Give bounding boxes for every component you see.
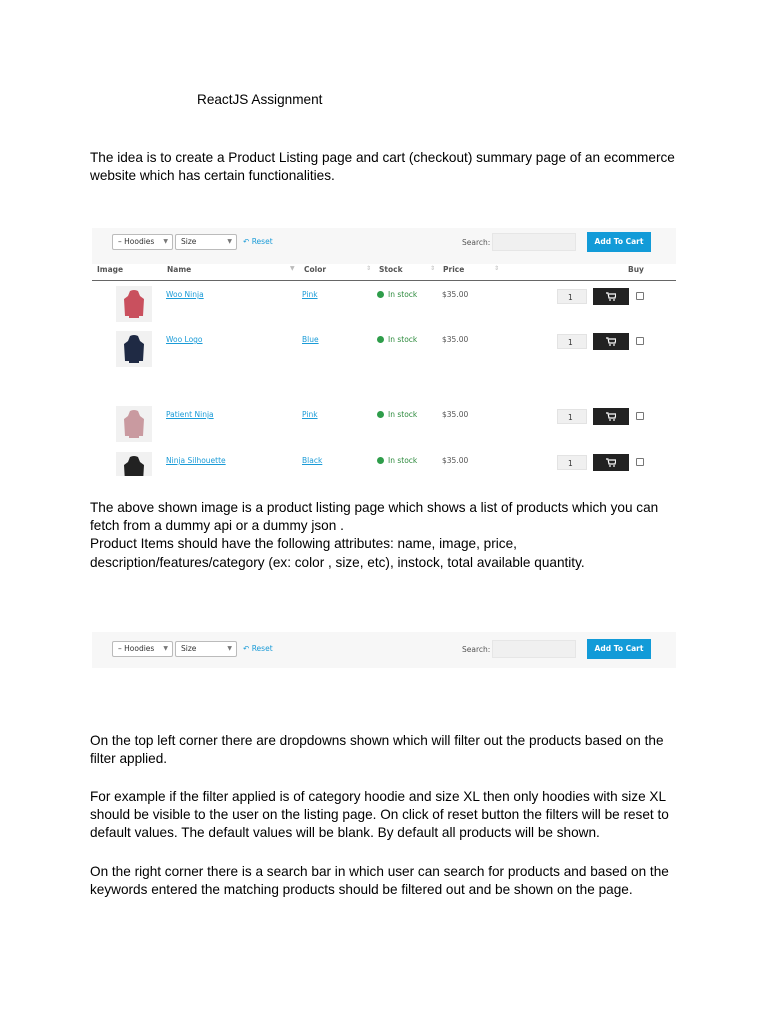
add-to-cart-icon-button[interactable]: [593, 408, 629, 425]
quantity-input[interactable]: 1: [557, 455, 587, 470]
hoodie-shape: [124, 456, 144, 476]
buy-checkbox[interactable]: [636, 337, 644, 345]
category-value: – Hoodies: [118, 237, 155, 246]
size-dropdown[interactable]: [175, 234, 237, 250]
undo-icon: ↶: [243, 644, 250, 653]
table-row: [112, 329, 676, 375]
product-name-link[interactable]: Ninja Silhouette: [166, 456, 226, 465]
stock-status: [377, 335, 417, 344]
stock-label: In stock: [388, 410, 418, 419]
product-image[interactable]: [116, 286, 152, 322]
search-input[interactable]: [492, 640, 576, 658]
cart-icon: [606, 292, 616, 301]
sort-icon[interactable]: ⇕: [430, 265, 436, 272]
in-stock-icon: [377, 457, 384, 464]
product-color-link[interactable]: Pink: [302, 290, 318, 299]
add-to-cart-icon-button[interactable]: [593, 333, 629, 350]
stock-label: In stock: [388, 290, 418, 299]
buy-checkbox[interactable]: [636, 458, 644, 466]
add-to-cart-button[interactable]: Add To Cart: [587, 639, 651, 659]
add-to-cart-icon-button[interactable]: [593, 454, 629, 471]
table-row: [112, 284, 676, 330]
in-stock-icon: [377, 291, 384, 298]
crop-gap: [92, 375, 676, 399]
header-color[interactable]: Color: [304, 265, 327, 274]
cart-icon: [606, 458, 616, 467]
product-image[interactable]: [116, 331, 152, 367]
hoodie-icon: [122, 334, 146, 364]
category-dropdown[interactable]: [112, 234, 173, 250]
hoodie-shape: [124, 410, 144, 438]
toolbar-screenshot: [92, 632, 676, 670]
product-listing-screenshot: [92, 228, 676, 476]
product-color-link[interactable]: Black: [302, 456, 323, 465]
document-title: ReactJS Assignment: [197, 92, 323, 107]
product-price: $35.00: [442, 335, 469, 344]
header-price[interactable]: Price: [443, 265, 465, 274]
stock-status: [377, 290, 417, 299]
hoodie-icon: [122, 455, 146, 476]
product-price: $35.00: [442, 410, 469, 419]
size-value: Size: [181, 237, 197, 246]
product-image[interactable]: [116, 406, 152, 442]
product-price: $35.00: [442, 456, 469, 465]
reset-button[interactable]: [243, 644, 273, 653]
stock-status: [377, 456, 417, 465]
header-name[interactable]: Name: [167, 265, 192, 274]
in-stock-icon: [377, 336, 384, 343]
intro-paragraph: The idea is to create a Product Listing page and cart (checkout) summary page of an ecommerce website which has certain functionalities.: [90, 150, 675, 184]
sort-desc-icon[interactable]: ▼: [290, 265, 295, 272]
quantity-input[interactable]: 1: [557, 289, 587, 304]
stock-label: In stock: [388, 456, 418, 465]
in-stock-icon: [377, 411, 384, 418]
header-divider: [92, 280, 676, 281]
size-dropdown[interactable]: [175, 641, 237, 657]
product-color-link[interactable]: Blue: [302, 335, 319, 344]
header-image: Image: [97, 265, 124, 274]
table-row: [112, 404, 676, 450]
quantity-input[interactable]: 1: [557, 409, 587, 424]
header-buy: Buy: [628, 265, 644, 274]
chevron-down-icon: ▼: [227, 645, 232, 652]
category-dropdown[interactable]: [112, 641, 173, 657]
hoodie-shape: [124, 290, 144, 318]
reset-button[interactable]: [243, 237, 273, 246]
cart-icon: [606, 337, 616, 346]
reset-label: Reset: [251, 644, 273, 653]
search-input[interactable]: [492, 233, 576, 251]
buy-checkbox[interactable]: [636, 412, 644, 420]
sort-icon[interactable]: ⇕: [494, 265, 500, 272]
add-to-cart-icon-button[interactable]: [593, 288, 629, 305]
buy-checkbox[interactable]: [636, 292, 644, 300]
product-image[interactable]: [116, 452, 152, 476]
product-name-link[interactable]: Woo Logo: [166, 335, 203, 344]
product-price: $35.00: [442, 290, 469, 299]
hoodie-shape: [124, 335, 144, 363]
hoodie-icon: [122, 289, 146, 319]
undo-icon: ↶: [243, 237, 250, 246]
product-name-link[interactable]: Woo Ninja: [166, 290, 204, 299]
stock-label: In stock: [388, 335, 418, 344]
filters-paragraph: On the top left corner there are dropdowns shown which will filter out the products based on the filter applied.: [90, 733, 664, 767]
chevron-down-icon: ▼: [163, 645, 168, 652]
example-paragraph: For example if the filter applied is of category hoodie and size XL then only hoodies with size XL should be visible to the user on the listing page. On click of reset button the filters will be reset to default values. The default values will be blank. By default all products will be shown.: [90, 789, 669, 841]
table-row: [112, 450, 676, 476]
stock-status: [377, 410, 417, 419]
listing-paragraph-1: The above shown image is a product listing page which shows a list of products which you can fetch from a dummy api or a dummy json .: [90, 500, 659, 534]
category-value: – Hoodies: [118, 644, 155, 653]
listing-description: [90, 499, 690, 572]
search-label: Search:: [462, 238, 491, 247]
header-stock[interactable]: Stock: [379, 265, 403, 274]
reset-label: Reset: [251, 237, 273, 246]
listing-paragraph-2: Product Items should have the following attributes: name, image, price, description/features/category (ex: color , size, etc), instock, total available quantity.: [90, 536, 585, 570]
product-name-link[interactable]: Patient Ninja: [166, 410, 214, 419]
quantity-input[interactable]: 1: [557, 334, 587, 349]
size-value: Size: [181, 644, 197, 653]
sort-icon[interactable]: ⇕: [366, 265, 372, 272]
product-color-link[interactable]: Pink: [302, 410, 318, 419]
chevron-down-icon: ▼: [163, 238, 168, 245]
hoodie-icon: [122, 409, 146, 439]
cart-icon: [606, 412, 616, 421]
add-to-cart-button[interactable]: Add To Cart: [587, 232, 651, 252]
search-paragraph: On the right corner there is a search bar in which user can search for products and based on the keywords entered the matching products should be filtered out and be shown on the page.: [90, 864, 669, 898]
chevron-down-icon: ▼: [227, 238, 232, 245]
search-label: Search:: [462, 645, 491, 654]
